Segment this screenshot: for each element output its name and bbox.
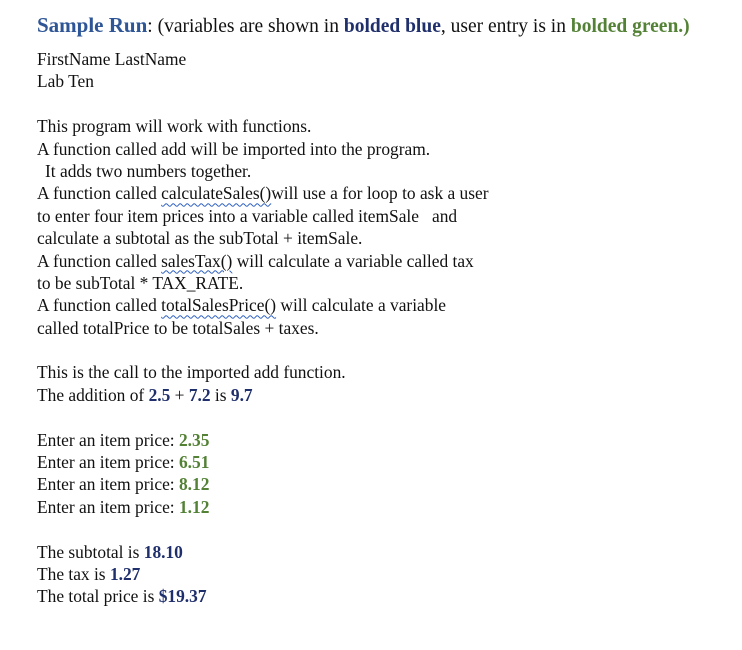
- desc-line-4: [37, 182, 727, 204]
- author-name: FirstName LastName: [37, 49, 187, 69]
- desc-line-2: A function called add will be imported into the program.: [37, 138, 431, 159]
- addend-a: 2.5: [148, 384, 171, 405]
- entry-prompt: Enter an item price:: [37, 474, 179, 495]
- desc-line-9-pre: A function called: [37, 295, 162, 316]
- entry-value: 1.12: [178, 496, 210, 517]
- desc-line-8: to be subTotal * TAX_RATE.: [37, 272, 244, 293]
- sample-run-title: Sample Run: [37, 13, 148, 37]
- addition-result: 9.7: [230, 384, 253, 405]
- lab-title: Lab Ten: [37, 71, 94, 92]
- entry-value: 2.35: [178, 429, 210, 450]
- addition-plus: +: [170, 384, 189, 405]
- calculate-sales-function: calculateSales(): [161, 183, 272, 204]
- document: [37, 10, 727, 608]
- desc-line-10: called totalPrice to be totalSales + taxes.: [37, 317, 319, 338]
- desc-line-9: [37, 294, 727, 316]
- total-line: [37, 585, 727, 607]
- heading-note-mid: , user entry is in: [440, 16, 571, 37]
- heading-close-paren: ): [683, 16, 690, 37]
- subtotal-line: [37, 541, 727, 563]
- addition-result-line: [37, 384, 727, 406]
- entry-prompt: Enter an item price:: [37, 429, 179, 450]
- bolded-blue-label: bolded blue: [343, 16, 441, 37]
- addition-is: is: [210, 384, 231, 405]
- total-sales-price-function: totalSalesPrice(): [161, 295, 277, 316]
- entry-line: [37, 451, 727, 473]
- addition-pre: The addition of: [37, 384, 149, 405]
- total-value: $19.37: [158, 586, 207, 607]
- entry-prompt: Enter an item price:: [37, 452, 179, 473]
- heading-line: [37, 10, 727, 40]
- entry-line: [37, 496, 727, 518]
- desc-line-3: It adds two numbers together.: [45, 160, 252, 181]
- add-call-line: This is the call to the imported add function.: [37, 362, 346, 383]
- entry-value: 8.12: [178, 474, 210, 495]
- desc-line-5: to enter four item prices into a variable called itemSale and: [37, 205, 458, 226]
- tax-value: 1.27: [109, 563, 141, 584]
- addend-b: 7.2: [188, 384, 211, 405]
- sales-tax-function: salesTax(): [161, 250, 233, 271]
- subtotal-value: 18.10: [143, 541, 183, 562]
- heading-note-pre: (variables are shown in: [152, 16, 344, 37]
- entry-prompt: Enter an item price:: [37, 496, 179, 517]
- tax-line: [37, 563, 727, 585]
- desc-line-4-post: will use a for loop to ask a user: [271, 183, 489, 204]
- desc-line-1: This program will work with functions.: [37, 116, 312, 137]
- desc-line-9-post: will calculate a variable: [276, 295, 447, 316]
- bolded-green-label: bolded green.: [570, 16, 684, 37]
- entry-value: 6.51: [178, 452, 210, 473]
- desc-line-7-pre: A function called: [37, 250, 162, 271]
- total-label: The total price is: [37, 586, 159, 607]
- desc-line-4-pre: A function called: [37, 183, 162, 204]
- entry-line: [37, 429, 727, 451]
- tax-label: The tax is: [37, 563, 110, 584]
- subtotal-label: The subtotal is: [37, 541, 144, 562]
- heading-colon: :: [147, 16, 153, 37]
- desc-line-7-post: will calculate a variable called tax: [232, 250, 474, 271]
- entry-line: [37, 473, 727, 495]
- desc-line-7: [37, 250, 727, 272]
- desc-line-6: calculate a subtotal as the subTotal + itemSale.: [37, 228, 363, 249]
